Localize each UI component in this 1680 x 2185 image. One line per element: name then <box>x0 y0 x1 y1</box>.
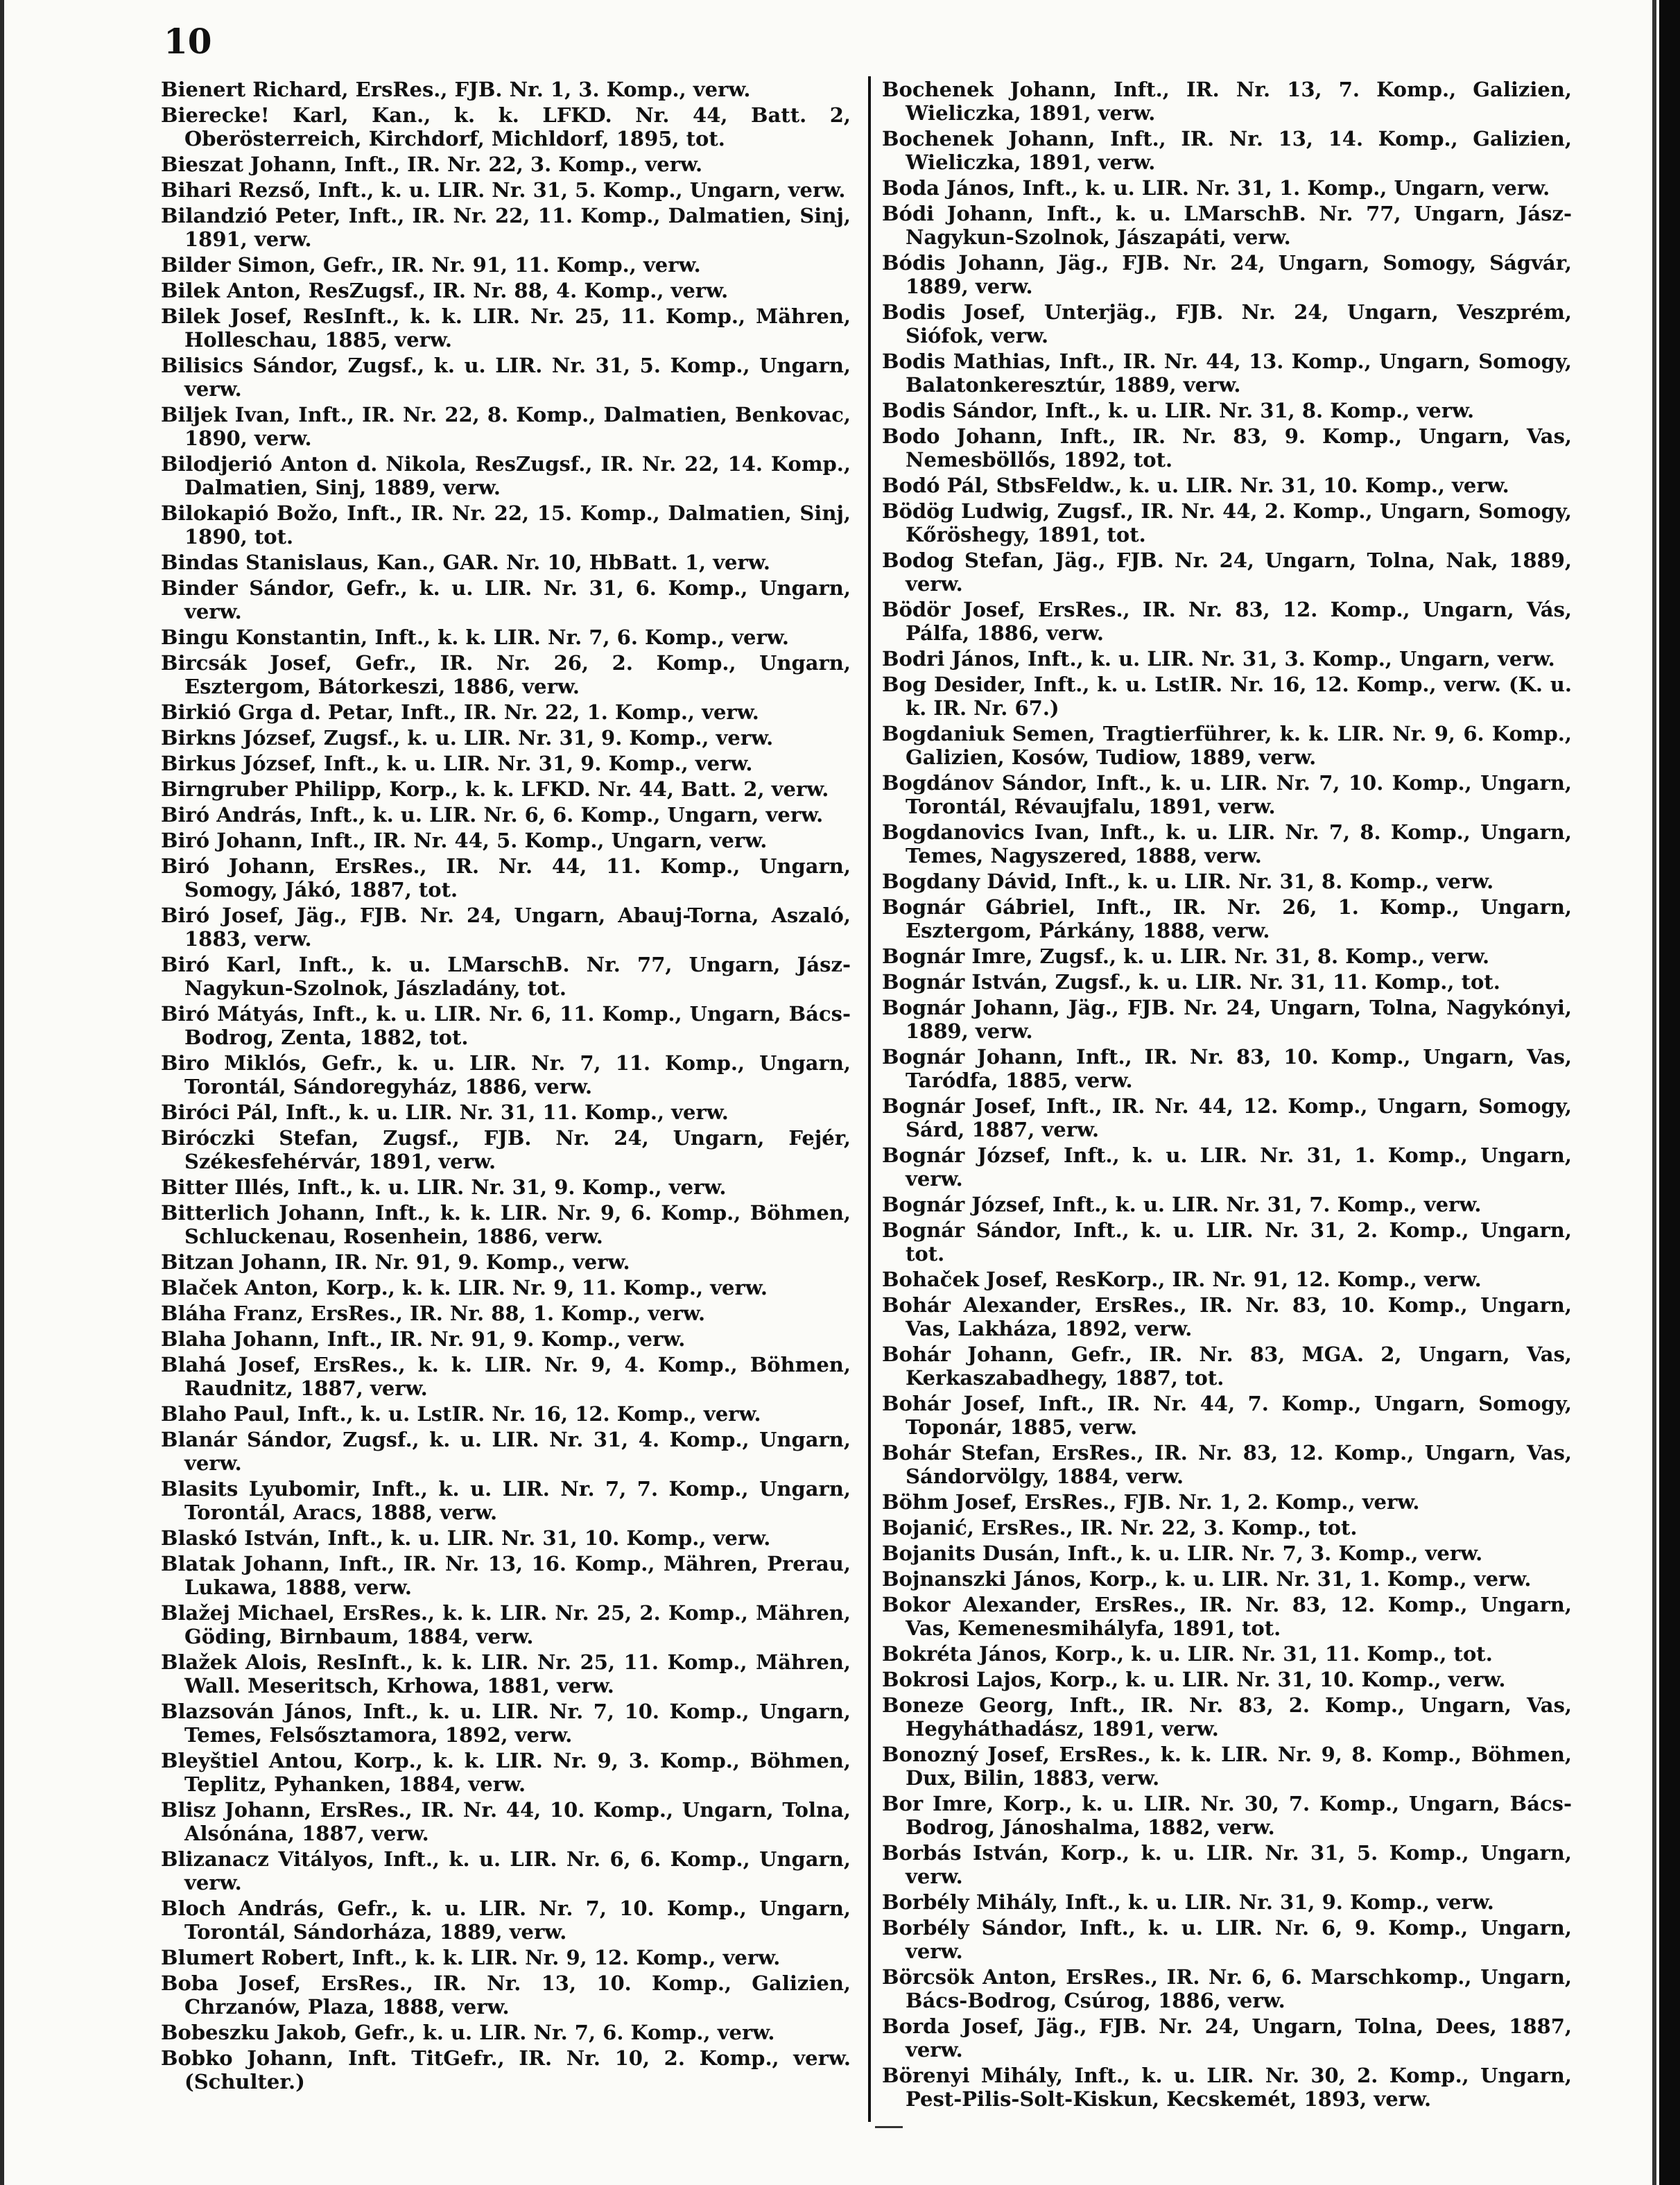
register-entry: Binder Sándor, Gefr., k. u. LIR. Nr. 31, 6. Komp., Ungarn, verw. <box>161 576 851 623</box>
scan-edge-right <box>1659 0 1680 2185</box>
register-entry: Bindas Stanislaus, Kan., GAR. Nr. 10, HbBatt. 1, verw. <box>161 551 770 574</box>
register-entry: Biljek Ivan, Inft., IR. Nr. 22, 8. Komp., Dalmatien, Benkovac, 1890, verw. <box>161 403 851 450</box>
register-entry: Bilodjerió Anton d. Nikola, ResZugsf., IR. Nr. 22, 14. Komp., Dalmatien, Sinj, 1889, verw. <box>161 452 851 499</box>
register-entry: Blaček Anton, Korp., k. k. LIR. Nr. 9, 11. Komp., verw. <box>161 1276 768 1299</box>
register-entry: Boneze Georg, Inft., IR. Nr. 83, 2. Komp., Ungarn, Vas, Hegyháthadász, 1891, verw. <box>882 1693 1572 1741</box>
register-entry: Blanár Sándor, Zugsf., k. u. LIR. Nr. 31, 4. Komp., Ungarn, verw. <box>161 1428 851 1475</box>
register-entry: Blizanacz Vitályos, Inft., k. u. LIR. Nr. 6, 6. Komp., Ungarn, verw. <box>161 1847 851 1894</box>
register-entry: Bödör Josef, ErsRes., IR. Nr. 83, 12. Komp., Ungarn, Vás, Pálfa, 1886, verw. <box>882 598 1572 645</box>
register-entry: Borbás István, Korp., k. u. LIR. Nr. 31, 5. Komp., Ungarn, verw. <box>882 1841 1572 1888</box>
register-entry: Bitzan Johann, IR. Nr. 91, 9. Komp., verw. <box>161 1250 630 1274</box>
register-entry: Bodis Mathias, Inft., IR. Nr. 44, 13. Komp., Ungarn, Somogy, Balatonkeresztúr, 1889, verw. <box>882 349 1572 397</box>
register-entry: Bogdany Dávid, Inft., k. u. LIR. Nr. 31, 8. Komp., verw. <box>882 870 1494 893</box>
register-entry: Bitterlich Johann, Inft., k. k. LIR. Nr. 9, 6. Komp., Böhmen, Schluckenau, Rosenhein, 1886, verw. <box>161 1201 851 1248</box>
scan-edge-inner <box>1652 0 1656 2185</box>
register-entry: Bonozný Josef, ErsRes., k. k. LIR. Nr. 9, 8. Komp., Böhmen, Dux, Bilin, 1883, verw. <box>882 1743 1572 1790</box>
register-entry: Bobeszku Jakob, Gefr., k. u. LIR. Nr. 7, 6. Komp., verw. <box>161 2021 775 2044</box>
register-entry: Blaskó István, Inft., k. u. LIR. Nr. 31, 10. Komp., verw. <box>161 1526 771 1550</box>
register-entry: Bierecke! Karl, Kan., k. k. LFKD. Nr. 44, Batt. 2, Oberösterreich, Kirchdorf, Michldorf, 1895, tot. <box>161 103 851 150</box>
register-entry: Bodis Josef, Unterjäg., FJB. Nr. 24, Ungarn, Veszprém, Siófok, verw. <box>882 300 1572 347</box>
register-entry: Birkus József, Inft., k. u. LIR. Nr. 31, 9. Komp., verw. <box>161 752 753 775</box>
register-entry: Bohaček Josef, ResKorp., IR. Nr. 91, 12. Komp., verw. <box>882 1268 1482 1291</box>
register-entry: Bodis Sándor, Inft., k. u. LIR. Nr. 31, 8. Komp., verw. <box>882 399 1475 422</box>
register-entry: Bobko Johann, Inft. TitGefr., IR. Nr. 10, 2. Komp., verw. (Schulter.) <box>161 2046 851 2093</box>
register-entry: Borda Josef, Jäg., FJB. Nr. 24, Ungarn, Tolna, Dees, 1887, verw. <box>882 2014 1572 2062</box>
register-entry: Biró András, Inft., k. u. LIR. Nr. 6, 6. Komp., Ungarn, verw. <box>161 803 824 827</box>
register-entry: Biró Josef, Jäg., FJB. Nr. 24, Ungarn, Abauj-Torna, Aszaló, 1883, verw. <box>161 904 851 951</box>
register-entry: Birkió Grga d. Petar, Inft., IR. Nr. 22, 1. Komp., verw. <box>161 700 759 724</box>
register-entry: Blahá Josef, ErsRes., k. k. LIR. Nr. 9, 4. Komp., Böhmen, Raudnitz, 1887, verw. <box>161 1353 851 1400</box>
register-entry: Bogdanovics Ivan, Inft., k. u. LIR. Nr. 7, 8. Komp., Ungarn, Temes, Nagyszered, 1888, verw. <box>882 820 1572 867</box>
register-entry: Bleyštiel Antou, Korp., k. k. LIR. Nr. 9, 3. Komp., Böhmen, Teplitz, Pyhanken, 1884, verw. <box>161 1749 851 1796</box>
register-entry: Börcsök Anton, ErsRes., IR. Nr. 6, 6. Marschkomp., Ungarn, Bács-Bodrog, Csúrog, 1886, verw. <box>882 1965 1572 2012</box>
register-entry: Birkns József, Zugsf., k. u. LIR. Nr. 31, 9. Komp., verw. <box>161 726 774 750</box>
register-entry: Bilek Josef, ResInft., k. k. LIR. Nr. 25, 11. Komp., Mähren, Holleschau, 1885, verw. <box>161 304 851 352</box>
register-entry: Bódi Johann, Inft., k. u. LMarschB. Nr. 77, Ungarn, Jász-Nagykun-Szolnok, Jászapáti, verw. <box>882 202 1572 249</box>
page-number: 10 <box>164 21 212 62</box>
register-entry: Borbély Sándor, Inft., k. u. LIR. Nr. 6, 9. Komp., Ungarn, verw. <box>882 1916 1572 1963</box>
register-entry: Bokrosi Lajos, Korp., k. u. LIR. Nr. 31, 10. Komp., verw. <box>882 1668 1506 1691</box>
register-entry: Bodri János, Inft., k. u. LIR. Nr. 31, 3. Komp., Ungarn, verw. <box>882 647 1555 671</box>
register-entry: Bilder Simon, Gefr., IR. Nr. 91, 11. Komp., verw. <box>161 253 701 277</box>
register-entry: Bircsák Josef, Gefr., IR. Nr. 26, 2. Komp., Ungarn, Esztergom, Bátorkeszi, 1886, verw. <box>161 651 851 698</box>
register-entry: Blisz Johann, ErsRes., IR. Nr. 44, 10. Komp., Ungarn, Tolna, Alsónána, 1887, verw. <box>161 1798 851 1845</box>
register-entry: Bilandzió Peter, Inft., IR. Nr. 22, 11. Komp., Dalmatien, Sinj, 1891, verw. <box>161 204 851 251</box>
register-entry: Bogdánov Sándor, Inft., k. u. LIR. Nr. 7, 10. Komp., Ungarn, Torontál, Révaujfalu, 1891, verw. <box>882 771 1572 818</box>
register-entry: Bogdaniuk Semen, Tragtierführer, k. k. LIR. Nr. 9, 6. Komp., Galizien, Kosów, Tudiow, 1889, verw. <box>882 722 1572 769</box>
register-entry: Biró Johann, Inft., IR. Nr. 44, 5. Komp., Ungarn, verw. <box>161 829 768 852</box>
register-entry: Bilisics Sándor, Zugsf., k. u. LIR. Nr. 31, 5. Komp., Ungarn, verw. <box>161 354 851 401</box>
register-entry: Boda János, Inft., k. u. LIR. Nr. 31, 1. Komp., Ungarn, verw. <box>882 176 1550 200</box>
register-entry: Bohár Stefan, ErsRes., IR. Nr. 83, 12. Komp., Ungarn, Vas, Sándorvölgy, 1884, verw. <box>882 1441 1572 1488</box>
register-entry: Blažek Alois, ResInft., k. k. LIR. Nr. 25, 11. Komp., Mähren, Wall. Meseritsch, Krhowa, 1881, verw. <box>161 1650 851 1698</box>
register-entry: Bognár Imre, Zugsf., k. u. LIR. Nr. 31, 8. Komp., verw. <box>882 944 1490 968</box>
register-entry: Bojanits Dusán, Inft., k. u. LIR. Nr. 7, 3. Komp., verw. <box>882 1541 1483 1565</box>
column-divider <box>868 76 871 2122</box>
register-entry: Bodo Johann, Inft., IR. Nr. 83, 9. Komp., Ungarn, Vas, Nemesböllős, 1892, tot. <box>882 424 1572 472</box>
register-entry: Biró Karl, Inft., k. u. LMarschB. Nr. 77, Ungarn, Jász-Nagykun-Szolnok, Jászladány, tot. <box>161 953 851 1000</box>
register-entry: Blazsován János, Inft., k. u. LIR. Nr. 7, 10. Komp., Ungarn, Temes, Felsősztamora, 1892, verw. <box>161 1700 851 1747</box>
register-entry: Biróci Pál, Inft., k. u. LIR. Nr. 31, 11. Komp., verw. <box>161 1100 729 1124</box>
register-entry: Böhm Josef, ErsRes., FJB. Nr. 1, 2. Komp., verw. <box>882 1490 1420 1514</box>
register-entry: Bokréta János, Korp., k. u. LIR. Nr. 31, 11. Komp., tot. <box>882 1642 1493 1666</box>
register-entry: Bloch András, Gefr., k. u. LIR. Nr. 7, 10. Komp., Ungarn, Torontál, Sándorháza, 1889, verw. <box>161 1897 851 1944</box>
register-entry: Bohár Josef, Inft., IR. Nr. 44, 7. Komp., Ungarn, Somogy, Toponár, 1885, verw. <box>882 1392 1572 1439</box>
register-entry: Bojanić, ErsRes., IR. Nr. 22, 3. Komp., tot. <box>882 1516 1358 1539</box>
register-entry: Bieszat Johann, Inft., IR. Nr. 22, 3. Komp., verw. <box>161 153 703 176</box>
register-entry: Biro Miklós, Gefr., k. u. LIR. Nr. 7, 11. Komp., Ungarn, Torontál, Sándoregyház, 1886, verw. <box>161 1051 851 1098</box>
register-entry: Bitter Illés, Inft., k. u. LIR. Nr. 31, 9. Komp., verw. <box>161 1175 727 1199</box>
register-entry: Bojnanszki János, Korp., k. u. LIR. Nr. 31, 1. Komp., verw. <box>882 1567 1532 1591</box>
register-entry: Bihari Rezső, Inft., k. u. LIR. Nr. 31, 5. Komp., Ungarn, verw. <box>161 178 846 202</box>
register-entry: Bohár Johann, Gefr., IR. Nr. 83, MGA. 2, Ungarn, Vas, Kerkaszabadhegy, 1887, tot. <box>882 1342 1572 1390</box>
register-entry: Bognár Sándor, Inft., k. u. LIR. Nr. 31, 2. Komp., Ungarn, tot. <box>882 1218 1572 1266</box>
register-entry: Borbély Mihály, Inft., k. u. LIR. Nr. 31, 9. Komp., verw. <box>882 1890 1494 1914</box>
register-entry: Birngruber Philipp, Korp., k. k. LFKD. Nr. 44, Batt. 2, verw. <box>161 777 829 801</box>
register-entry: Bognár Gábriel, Inft., IR. Nr. 26, 1. Komp., Ungarn, Esztergom, Párkány, 1888, verw. <box>882 895 1572 942</box>
register-entry: Bödög Ludwig, Zugsf., IR. Nr. 44, 2. Komp., Ungarn, Somogy, Kőröshegy, 1891, tot. <box>882 499 1572 546</box>
register-entry: Bodó Pál, StbsFeldw., k. u. LIR. Nr. 31, 10. Komp., verw. <box>882 474 1509 497</box>
register-entry: Bog Desider, Inft., k. u. LstIR. Nr. 16, 12. Komp., verw. (K. u. k. IR. Nr. 67.) <box>882 673 1572 720</box>
register-entry: Bognár István, Zugsf., k. u. LIR. Nr. 31, 11. Komp., tot. <box>882 970 1500 994</box>
register-entry: Biró Johann, ErsRes., IR. Nr. 44, 11. Komp., Ungarn, Somogy, Jákó, 1887, tot. <box>161 854 851 901</box>
register-entry: Bognár József, Inft., k. u. LIR. Nr. 31, 7. Komp., verw. <box>882 1193 1482 1216</box>
register-entry: Börenyi Mihály, Inft., k. u. LIR. Nr. 30, 2. Komp., Ungarn, Pest-Pilis-Solt-Kiskun, Kecskemét, 1893, verw. <box>882 2064 1572 2111</box>
register-entry: Bognár Josef, Inft., IR. Nr. 44, 12. Komp., Ungarn, Somogy, Sárd, 1887, verw. <box>882 1094 1572 1141</box>
register-entry: Bodog Stefan, Jäg., FJB. Nr. 24, Ungarn, Tolna, Nak, 1889, verw. <box>882 549 1572 596</box>
register-entry: Bochenek Johann, Inft., IR. Nr. 13, 14. Komp., Galizien, Wieliczka, 1891, verw. <box>882 127 1572 174</box>
register-entry: Blasits Lyubomir, Inft., k. u. LIR. Nr. 7, 7. Komp., Ungarn, Torontál, Aracs, 1888, verw. <box>161 1477 851 1524</box>
left-column <box>161 78 851 2123</box>
right-column <box>882 78 1572 2123</box>
register-entry: Biróczki Stefan, Zugsf., FJB. Nr. 24, Ungarn, Fejér, Székesfehérvár, 1891, verw. <box>161 1126 851 1173</box>
register-entry: Bilek Anton, ResZugsf., IR. Nr. 88, 4. Komp., verw. <box>161 279 729 302</box>
register-entry: Bochenek Johann, Inft., IR. Nr. 13, 7. Komp., Galizien, Wieliczka, 1891, verw. <box>882 78 1572 125</box>
register-entry: Bognár Johann, Jäg., FJB. Nr. 24, Ungarn, Tolna, Nagykónyi, 1889, verw. <box>882 996 1572 1043</box>
register-entry: Blaho Paul, Inft., k. u. LstIR. Nr. 16, 12. Komp., verw. <box>161 1402 761 1426</box>
register-entry: Bognár József, Inft., k. u. LIR. Nr. 31, 1. Komp., Ungarn, verw. <box>882 1143 1572 1191</box>
scan-edge-left <box>0 0 4 2185</box>
register-entry: Bokor Alexander, ErsRes., IR. Nr. 83, 12. Komp., Ungarn, Vas, Kemenesmihályfa, 1891, tot. <box>882 1593 1572 1640</box>
register-entry: Bienert Richard, ErsRes., FJB. Nr. 1, 3. Komp., verw. <box>161 78 751 101</box>
register-entry: Bingu Konstantin, Inft., k. k. LIR. Nr. 7, 6. Komp., verw. <box>161 625 789 649</box>
register-entry: Biró Mátyás, Inft., k. u. LIR. Nr. 6, 11. Komp., Ungarn, Bács-Bodrog, Zenta, 1882, tot. <box>161 1002 851 1049</box>
register-entry: Blažej Michael, ErsRes., k. k. LIR. Nr. 25, 2. Komp., Mähren, Göding, Birnbaum, 1884, verw. <box>161 1601 851 1648</box>
register-entry: Bláha Franz, ErsRes., IR. Nr. 88, 1. Komp., verw. <box>161 1302 706 1325</box>
register-entry: Blaha Johann, Inft., IR. Nr. 91, 9. Komp., verw. <box>161 1327 686 1351</box>
bottom-mark <box>875 2126 903 2128</box>
register-entry: Boba Josef, ErsRes., IR. Nr. 13, 10. Komp., Galizien, Chrzanów, Plaza, 1888, verw. <box>161 1971 851 2019</box>
register-entry: Bódis Johann, Jäg., FJB. Nr. 24, Ungarn, Somogy, Ságvár, 1889, verw. <box>882 251 1572 298</box>
register-entry: Bilokapió Božo, Inft., IR. Nr. 22, 15. Komp., Dalmatien, Sinj, 1890, tot. <box>161 501 851 549</box>
register-entry: Bor Imre, Korp., k. u. LIR. Nr. 30, 7. Komp., Ungarn, Bács-Bodrog, Jánoshalma, 1882, verw. <box>882 1792 1572 1839</box>
register-entry: Bognár Johann, Inft., IR. Nr. 83, 10. Komp., Ungarn, Vas, Taródfa, 1885, verw. <box>882 1045 1572 1092</box>
register-entry: Bohár Alexander, ErsRes., IR. Nr. 83, 10. Komp., Ungarn, Vas, Lakháza, 1892, verw. <box>882 1293 1572 1340</box>
register-entry: Blumert Robert, Inft., k. k. LIR. Nr. 9, 12. Komp., verw. <box>161 1946 781 1969</box>
register-entry: Blatak Johann, Inft., IR. Nr. 13, 16. Komp., Mähren, Prerau, Lukawa, 1888, verw. <box>161 1552 851 1599</box>
